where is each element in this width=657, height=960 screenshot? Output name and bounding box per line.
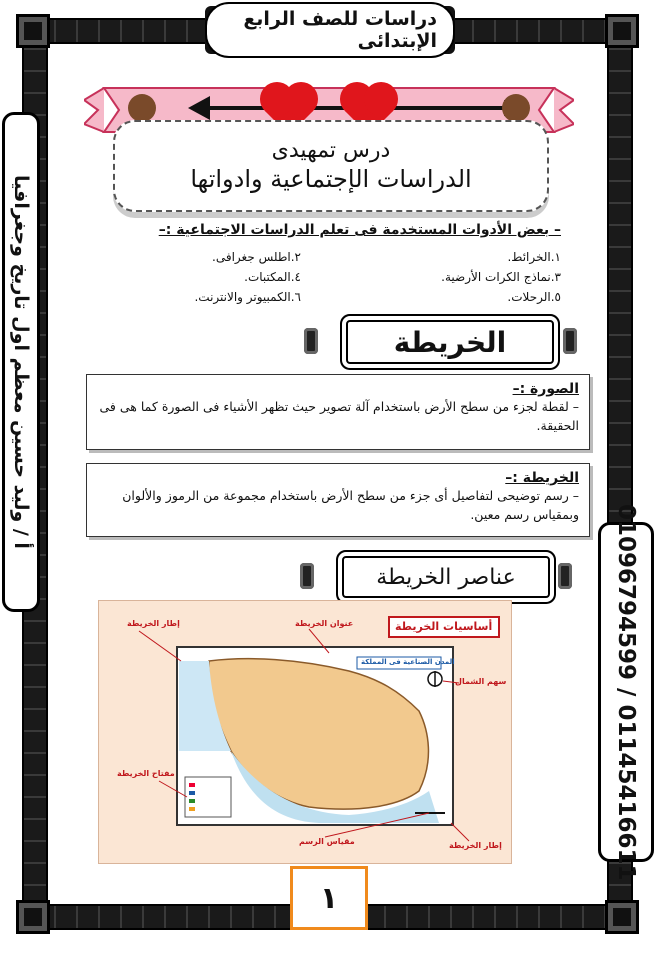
map-label-frame-left: إطار الخريطة	[127, 619, 180, 628]
lesson-title-box	[113, 120, 549, 212]
teacher-name-panel	[2, 112, 40, 612]
lesson-title-line2: الدراسات الإجتماعية وادواتها	[190, 165, 472, 193]
definition-image-title: الصورة :–	[512, 381, 579, 397]
page-number: ١	[319, 880, 339, 916]
map-elements-title: عناصر الخريطة	[342, 556, 550, 598]
lesson-title-line1: درس تمهيدى	[271, 138, 391, 163]
tool-item-2: ٢.اطلس جغرافى.	[212, 250, 301, 264]
cupcake-icon-right	[502, 94, 530, 122]
title-spool-left	[304, 328, 318, 354]
definition-map-box	[86, 463, 590, 537]
tool-item-4: ٤.المكتبات.	[244, 270, 301, 284]
elements-spool-right	[558, 563, 572, 589]
teacher-name-text: أ / وليد حسين معظم اول تاريخ وجغرافيا	[10, 175, 32, 549]
tool-item-3: ٣.نماذج الكرات الأرضية.	[441, 270, 561, 284]
map-section-title: الخريطة	[346, 320, 554, 364]
cupcake-icon-left	[128, 94, 156, 122]
map-label-key: مفتاح الخريطة	[117, 769, 175, 778]
map-label-scale: مقياس الرسم	[299, 837, 355, 846]
header-banner	[205, 6, 455, 54]
map-illustration	[99, 601, 511, 863]
frame-corner-top-left	[16, 14, 50, 48]
tools-heading: – بعض الأدوات المستخدمة فى تعلم الدراسات الاجتماعية :–	[158, 222, 561, 238]
map-inner-title: المدن الصناعية فى المملكة	[361, 658, 455, 666]
tool-item-6: ٦.الكمبيوتر والانترنت.	[194, 290, 301, 304]
definition-image-text: – لقطة لجزء من سطح الأرض باستخدام آلة تصوير حيث تظهر الأشياء فى الصورة كما هى فى الحقيقة.	[99, 399, 579, 433]
title-spool-right	[563, 328, 577, 354]
map-label-title: عنوان الخريطة	[295, 619, 354, 628]
tool-item-1: ١.الخرائط.	[507, 250, 561, 264]
phone-panel	[598, 503, 654, 881]
header-title: دراسات للصف الرابع الإبتدائى	[205, 2, 455, 58]
map-label-frame-bottom: إطار الخريطة	[449, 841, 502, 850]
frame-corner-bottom-left	[16, 900, 50, 934]
map-figure-heading: أساسيات الخريطة	[395, 620, 493, 633]
definition-map-text: – رسم توضيحى لتفاصيل أى جزء من سطح الأرض باستخدام مجموعة من الرموز والألوان وبمقياس رسم معين.	[122, 488, 579, 522]
frame-corner-bottom-right	[605, 900, 639, 934]
tool-item-5: ٥.الرحلات.	[507, 290, 561, 304]
elements-spool-left	[300, 563, 314, 589]
map-figure	[98, 600, 512, 864]
definition-image-box	[86, 374, 590, 450]
definition-map-title: الخريطة :–	[505, 470, 579, 486]
map-label-north: سهم الشمال	[455, 677, 507, 686]
phone-numbers-text: 01096794599 / 01145416611	[613, 503, 639, 881]
frame-corner-top-right	[605, 14, 639, 48]
page-number-box	[290, 866, 368, 930]
